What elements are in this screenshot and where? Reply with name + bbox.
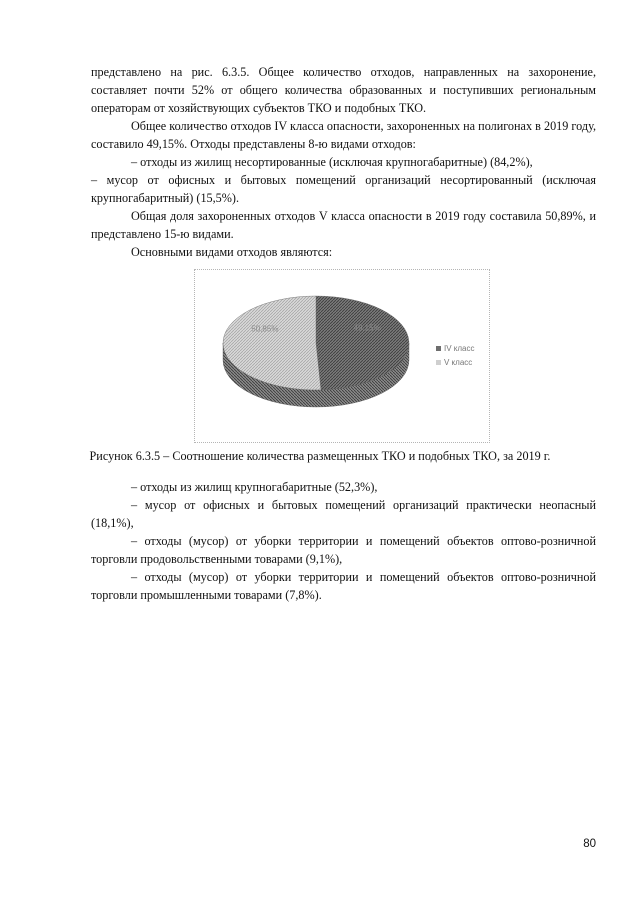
page-number: 80 [583,838,596,850]
chart-legend [436,341,475,369]
paragraph: Общее количество отходов IV класса опасности, захороненных на полигонах в 2019 году, составило 49,15%. Отходы представлены 8-ю видами отходов: [91,119,596,151]
legend-swatch [436,360,441,365]
list-item: – мусор от офисных и бытовых помещений организаций несортированный (исключая крупногабаритный) (15,5%). [91,173,596,205]
figure-caption: Рисунок 6.3.5 – Соотношение количества размещенных ТКО и подобных ТКО, за 2019 г. [89,449,551,463]
legend-item [436,341,475,355]
list-item: – отходы (мусор) от уборки территории и помещений объектов оптово-розничной торговли продовольственными товарами (9,1%), [91,534,596,566]
legend-label: V класс [444,357,473,367]
bottom-text-block [91,478,596,604]
legend-swatch [436,346,441,351]
paragraph: Основными видами отходов являются: [131,245,333,259]
paragraph: Общая доля захороненных отходов V класса опасности в 2019 году составила 50,89%, и представлено 15-ю видами. [91,209,596,241]
list-item: – мусор от офисных и бытовых помещений организаций практически неопасный (18,1%), [91,498,596,530]
list-item: – отходы из жилищ несортированные (исключая крупногабаритные) (84,2%), [131,155,533,169]
legend-item [436,355,475,369]
list-item: – отходы (мусор) от уборки территории и помещений объектов оптово-розничной торговли промышленными товарами (7,8%). [91,570,596,602]
list-item: – отходы из жилищ крупногабаритные (52,3%), [131,480,378,494]
pie-data-label: 50,85% [251,324,279,334]
pie-data-label: 49,15% [353,323,381,333]
legend-label: IV класс [444,343,475,353]
paragraph: представлено на рис. 6.3.5. Общее количество отходов, направленных на захоронение, составляет почти 52% от общего количества образованных и поступивших региональным операторам от хозяйствующих субъектов ТКО и подобных ТКО. [91,65,596,115]
